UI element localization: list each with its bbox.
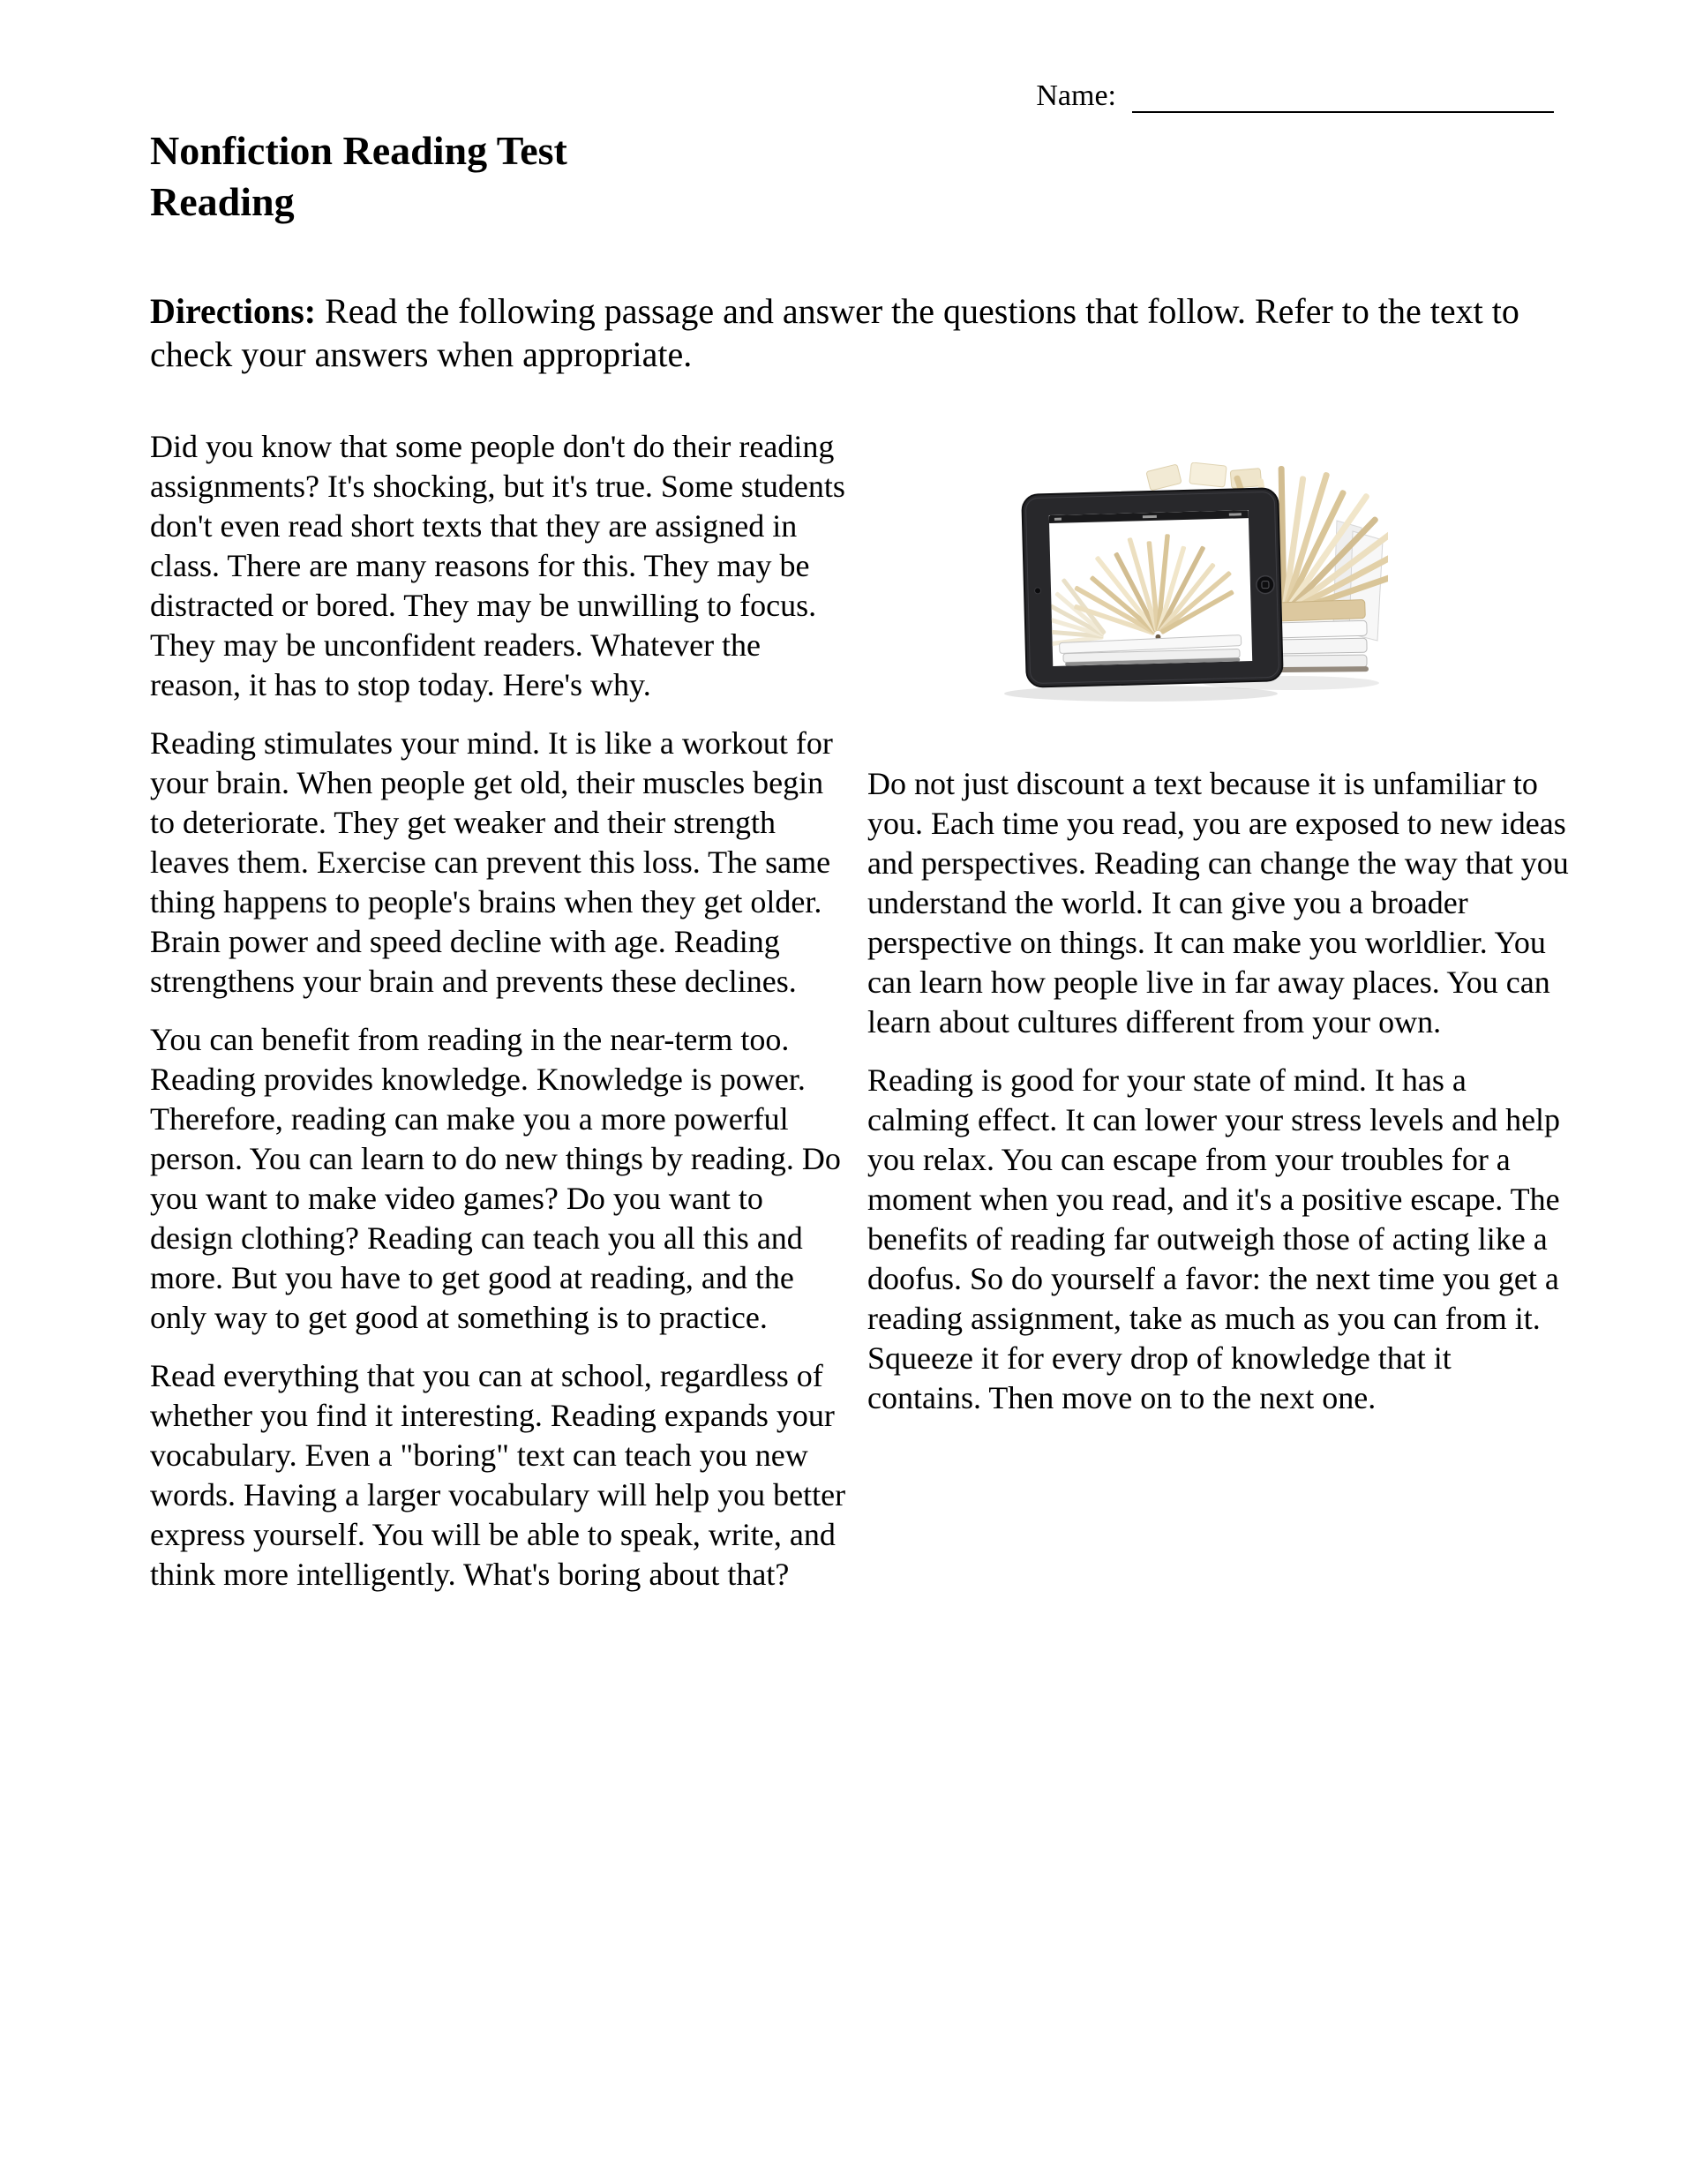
name-blank-line[interactable] <box>1132 79 1554 113</box>
directions-label: Directions: <box>150 291 317 331</box>
page-title: Nonfiction Reading Test <box>150 128 567 173</box>
passage-paragraph: Did you know that some people don't do their reading assignments? It's shocking, but it's true. Some students don't even read short texts that they are assigned in class. There are many reasons for this. They may be distracted or bored. They may be unwilling to focus. They may be unconfident readers. Whatever the reason, it has to stop today. Here's why. <box>150 429 845 702</box>
passage-paragraph: Reading is good for your state of mind. It has a calming effect. It can lower your stress levels and help you relax. You can escape from your troubles for a moment when you read, and it's a positive escape. The benefits of reading far outweigh those of acting like a doofus. So do yourself a favor: the next time you get a reading assignment, take as much as you can from it. Squeeze it for every drop of knowledge that it contains. Then move on to the next one. <box>867 1062 1561 1415</box>
passage-right-column <box>867 427 1569 1613</box>
page-subtitle: Reading <box>150 179 295 224</box>
tablet-camera-icon <box>1034 588 1040 594</box>
passage-paragraph: Read everything that you can at school, regardless of whether you find it interesting. Reading expands your vocabulary. Even a "boring" text can teach you new words. Having a larger vocabulary will help you better express yourself. You will be able to speak, write, and think more intelligently. What's boring about that? <box>150 1358 846 1592</box>
passage-paragraph: Reading stimulates your mind. It is like a workout for your brain. When people get old, their muscles begin to deteriorate. They get weaker and their strength leaves them. Exercise can prevent this loss. The same thing happens to people's brains when they get older. Brain power and speed decline with age. Reading strengthens your brain and prevents these declines. <box>150 725 833 999</box>
tablet <box>1022 488 1283 687</box>
passage-paragraph: Do not just discount a text because it is unfamiliar to you. Each time you read, you are exposed to new ideas and perspectives. Reading can change the way that you understand the world. It can give you a broader perspective on things. It can make you worldlier. You can learn how people live in far away places. You can learn about cultures different from your own. <box>867 766 1569 1039</box>
directions-text: Read the following passage and answer the questions that follow. Refer to the text to check your answers when appropriate. <box>150 291 1519 374</box>
tablet-home-button-icon <box>1257 575 1275 594</box>
passage-columns <box>150 427 1584 1613</box>
name-row <box>150 74 1554 113</box>
passage-left-column <box>150 427 852 1613</box>
directions <box>150 289 1584 376</box>
tablet-books-photo <box>1000 462 1388 709</box>
title-block <box>150 125 1584 228</box>
name-label: Name: <box>1036 79 1116 112</box>
passage-paragraph: You can benefit from reading in the near-term too. Reading provides knowledge. Knowledge is power. Therefore, reading can make you a more powerful person. You can learn to do new things by reading. Do you want to make video games? Do you want to design clothing? Reading can teach you all this and more. But you have to get good at reading, and the only way to get good at something is to practice. <box>150 1022 841 1335</box>
